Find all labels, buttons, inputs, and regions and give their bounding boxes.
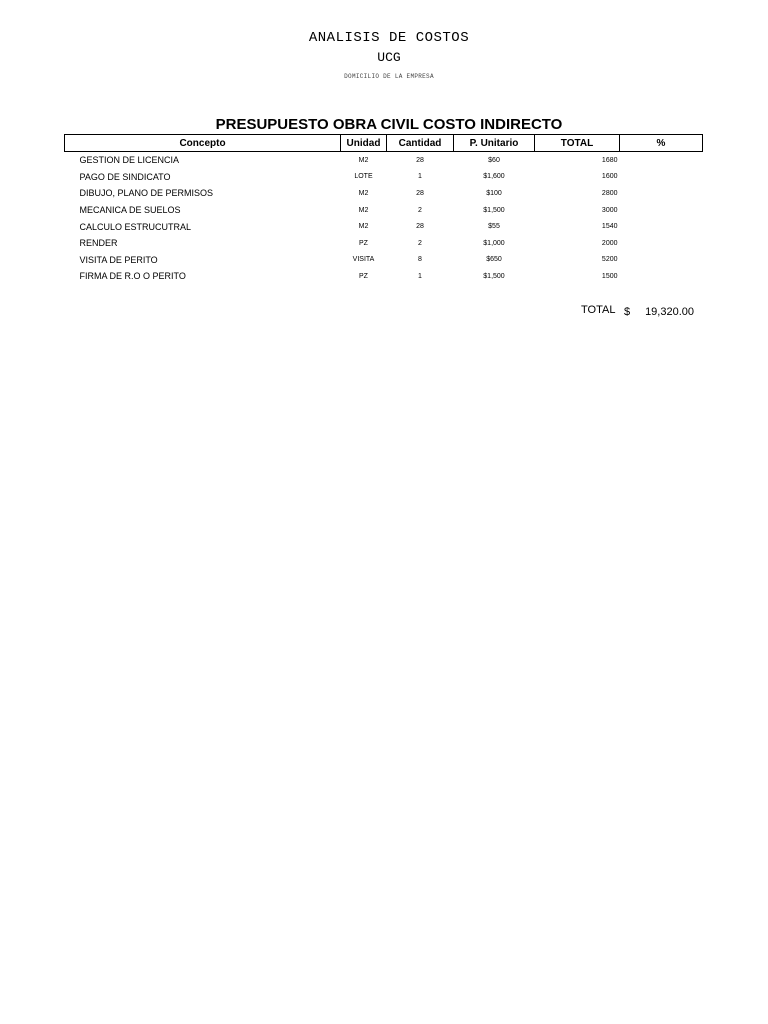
cell-unidad: VISITA [352, 256, 375, 264]
cell-total: 1500 [601, 272, 618, 280]
cell-concepto: PAGO DE SINDICATO [79, 171, 171, 182]
cell-percent [620, 169, 703, 186]
cell-cantidad: 8 [418, 256, 422, 264]
sheet-title: PRESUPUESTO OBRA CIVIL COSTO INDIRECTO [215, 116, 563, 133]
cell-unitario: $1,600 [483, 173, 505, 181]
company-name: UCG [377, 50, 401, 65]
grand-total [0, 304, 768, 320]
table-row [65, 235, 703, 252]
document-title: ANALISIS DE COSTOS [308, 30, 470, 46]
table-row [65, 169, 703, 186]
cell-unitario: $1,500 [483, 206, 505, 214]
table-row [65, 252, 703, 269]
column-header-unitario: P. Unitario [454, 135, 535, 152]
cell-unitario: $650 [486, 256, 502, 264]
company-address: DOMICILIO DE LA EMPRESA [344, 73, 434, 80]
column-header-unidad: Unidad [341, 135, 387, 152]
cell-unitario: $60 [488, 156, 500, 164]
cell-unidad: M2 [358, 156, 369, 164]
cell-total: 1680 [601, 156, 618, 164]
cell-cantidad: 2 [418, 239, 422, 247]
cell-concepto: VISITA DE PERITO [79, 254, 158, 265]
cell-total: 2800 [601, 189, 618, 197]
cell-cantidad: 28 [416, 223, 424, 231]
cell-percent [620, 235, 703, 252]
column-header-concepto: Concepto [65, 135, 341, 152]
table-row [65, 268, 703, 285]
cell-percent [620, 268, 703, 285]
table-row [65, 185, 703, 202]
cell-percent [620, 185, 703, 202]
cell-cantidad: 28 [416, 189, 424, 197]
cell-unitario: $100 [486, 189, 502, 197]
cell-unidad: LOTE [354, 173, 373, 181]
cell-concepto: FIRMA DE R.O O PERITO [79, 271, 186, 282]
grand-total-label: TOTAL [581, 304, 616, 316]
cell-unidad: M2 [358, 189, 369, 197]
cell-total: 1540 [601, 223, 618, 231]
cell-cantidad: 1 [418, 173, 422, 181]
cell-total: 2000 [601, 239, 618, 247]
cell-concepto: GESTION DE LICENCIA [79, 155, 180, 166]
cell-unidad: M2 [358, 206, 369, 214]
cell-concepto: RENDER [79, 238, 118, 249]
cell-percent [620, 152, 703, 169]
cell-percent [620, 202, 703, 219]
cell-total: 1600 [601, 173, 618, 181]
grand-total-value: 19,320.00 [645, 306, 694, 318]
cell-concepto: DIBUJO, PLANO DE PERMISOS [79, 188, 214, 199]
cell-total: 5200 [601, 256, 618, 264]
budget-table [64, 134, 703, 285]
cell-concepto: MECANICA DE SUELOS [79, 205, 181, 216]
cell-unitario: $55 [488, 223, 500, 231]
column-header-total: TOTAL [535, 135, 620, 152]
cell-cantidad: 1 [418, 272, 422, 280]
cell-cantidad: 2 [418, 206, 422, 214]
cell-unidad: PZ [359, 239, 368, 247]
cell-unidad: M2 [358, 223, 369, 231]
grand-total-currency: $ [624, 306, 631, 318]
cell-percent [620, 218, 703, 235]
cell-unitario: $1,500 [483, 272, 505, 280]
table-row [65, 202, 703, 219]
cell-unitario: $1,000 [483, 239, 505, 247]
cell-concepto: CALCULO ESTRUCUTRAL [79, 221, 192, 232]
column-header-percent: % [620, 135, 703, 152]
cell-unidad: PZ [359, 272, 368, 280]
cell-percent [620, 252, 703, 269]
column-header-cantidad: Cantidad [387, 135, 454, 152]
table-row [65, 152, 703, 169]
table-header-row [65, 135, 703, 152]
table-row [65, 218, 703, 235]
cell-total: 3000 [601, 206, 618, 214]
cell-cantidad: 28 [416, 156, 424, 164]
